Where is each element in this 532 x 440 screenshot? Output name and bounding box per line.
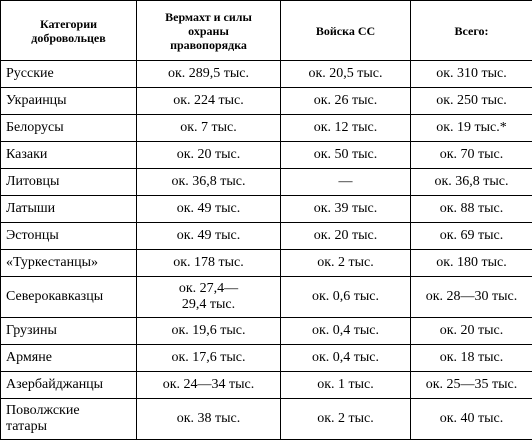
total-cell: ок. 19 тыс.* (411, 115, 532, 142)
wehrmacht-cell: ок. 49 тыс. (137, 196, 281, 223)
ss-cell: ок. 2 тыс. (281, 250, 411, 277)
ss-cell: ок. 26 тыс. (281, 88, 411, 115)
table-row (1, 372, 532, 399)
wehrmacht-cell: ок. 178 тыс. (137, 250, 281, 277)
table-row (1, 345, 532, 372)
wehrmacht-cell: ок. 49 тыс. (137, 223, 281, 250)
ss-cell: — (281, 169, 411, 196)
table-row (1, 142, 532, 169)
table-row (1, 61, 532, 88)
total-cell: ок. 20 тыс. (411, 318, 532, 345)
total-cell: ок. 25—35 тыс. (411, 372, 532, 399)
total-cell: ок. 28—30 тыс. (411, 277, 532, 318)
category-cell: Казаки (1, 142, 137, 169)
ss-cell: ок. 0,6 тыс. (281, 277, 411, 318)
total-cell: ок. 70 тыс. (411, 142, 532, 169)
ss-cell: ок. 1 тыс. (281, 372, 411, 399)
table-row (1, 277, 532, 318)
total-cell: ок. 180 тыс. (411, 250, 532, 277)
total-cell: ок. 69 тыс. (411, 223, 532, 250)
ss-cell: ок. 0,4 тыс. (281, 345, 411, 372)
ss-cell: ок. 20,5 тыс. (281, 61, 411, 88)
total-cell: ок. 18 тыс. (411, 345, 532, 372)
wehrmacht-cell: ок. 24—34 тыс. (137, 372, 281, 399)
category-cell: Азербайджанцы (1, 372, 137, 399)
ss-cell: ок. 20 тыс. (281, 223, 411, 250)
total-cell: ок. 88 тыс. (411, 196, 532, 223)
category-cell: Латыши (1, 196, 137, 223)
header-ss: Войска СС (281, 1, 411, 61)
wehrmacht-cell: ок. 17,6 тыс. (137, 345, 281, 372)
ss-cell: ок. 50 тыс. (281, 142, 411, 169)
category-cell: Грузины (1, 318, 137, 345)
category-cell: Литовцы (1, 169, 137, 196)
table-row (1, 196, 532, 223)
ss-cell: ок. 12 тыс. (281, 115, 411, 142)
category-cell: Белорусы (1, 115, 137, 142)
total-cell: ок. 250 тыс. (411, 88, 532, 115)
total-cell: ок. 310 тыс. (411, 61, 532, 88)
ss-cell: ок. 39 тыс. (281, 196, 411, 223)
wehrmacht-cell: ок. 224 тыс. (137, 88, 281, 115)
total-cell: ок. 40 тыс. (411, 399, 532, 440)
table-row (1, 169, 532, 196)
table-row (1, 115, 532, 142)
ss-cell: ок. 2 тыс. (281, 399, 411, 440)
wehrmacht-cell: ок. 19,6 тыс. (137, 318, 281, 345)
wehrmacht-cell: ок. 7 тыс. (137, 115, 281, 142)
table-row (1, 223, 532, 250)
category-cell: Русские (1, 61, 137, 88)
category-cell: «Туркестанцы» (1, 250, 137, 277)
wehrmacht-cell: ок. 20 тыс. (137, 142, 281, 169)
table-row (1, 250, 532, 277)
wehrmacht-cell: ок. 36,8 тыс. (137, 169, 281, 196)
table-row (1, 399, 532, 440)
table-row (1, 318, 532, 345)
category-line-1: Поволжские (6, 403, 80, 418)
category-cell: Украинцы (1, 88, 137, 115)
header-wehrmacht: Вермахт и силы охраны правопорядка (137, 1, 281, 61)
category-cell: Эстонцы (1, 223, 137, 250)
wehrmacht-value (179, 281, 238, 313)
wehrmacht-cell (137, 277, 281, 318)
category-cell: Северокавказцы (1, 277, 137, 318)
wehrmacht-cell: ок. 289,5 тыс. (137, 61, 281, 88)
category-line-2: татары (6, 419, 47, 434)
header-total: Всего: (411, 1, 532, 61)
category-cell: Армяне (1, 345, 137, 372)
wehrmacht-cell: ок. 38 тыс. (137, 399, 281, 440)
wehrmacht-line-1: ок. 27,4— (179, 281, 238, 296)
header-category: Категории добровольцев (1, 1, 137, 61)
table-row (1, 88, 532, 115)
header-row (1, 1, 532, 61)
ss-cell: ок. 0,4 тыс. (281, 318, 411, 345)
total-cell: ок. 36,8 тыс. (411, 169, 532, 196)
category-cell (1, 399, 137, 440)
wehrmacht-line-2: 29,4 тыс. (182, 297, 235, 312)
